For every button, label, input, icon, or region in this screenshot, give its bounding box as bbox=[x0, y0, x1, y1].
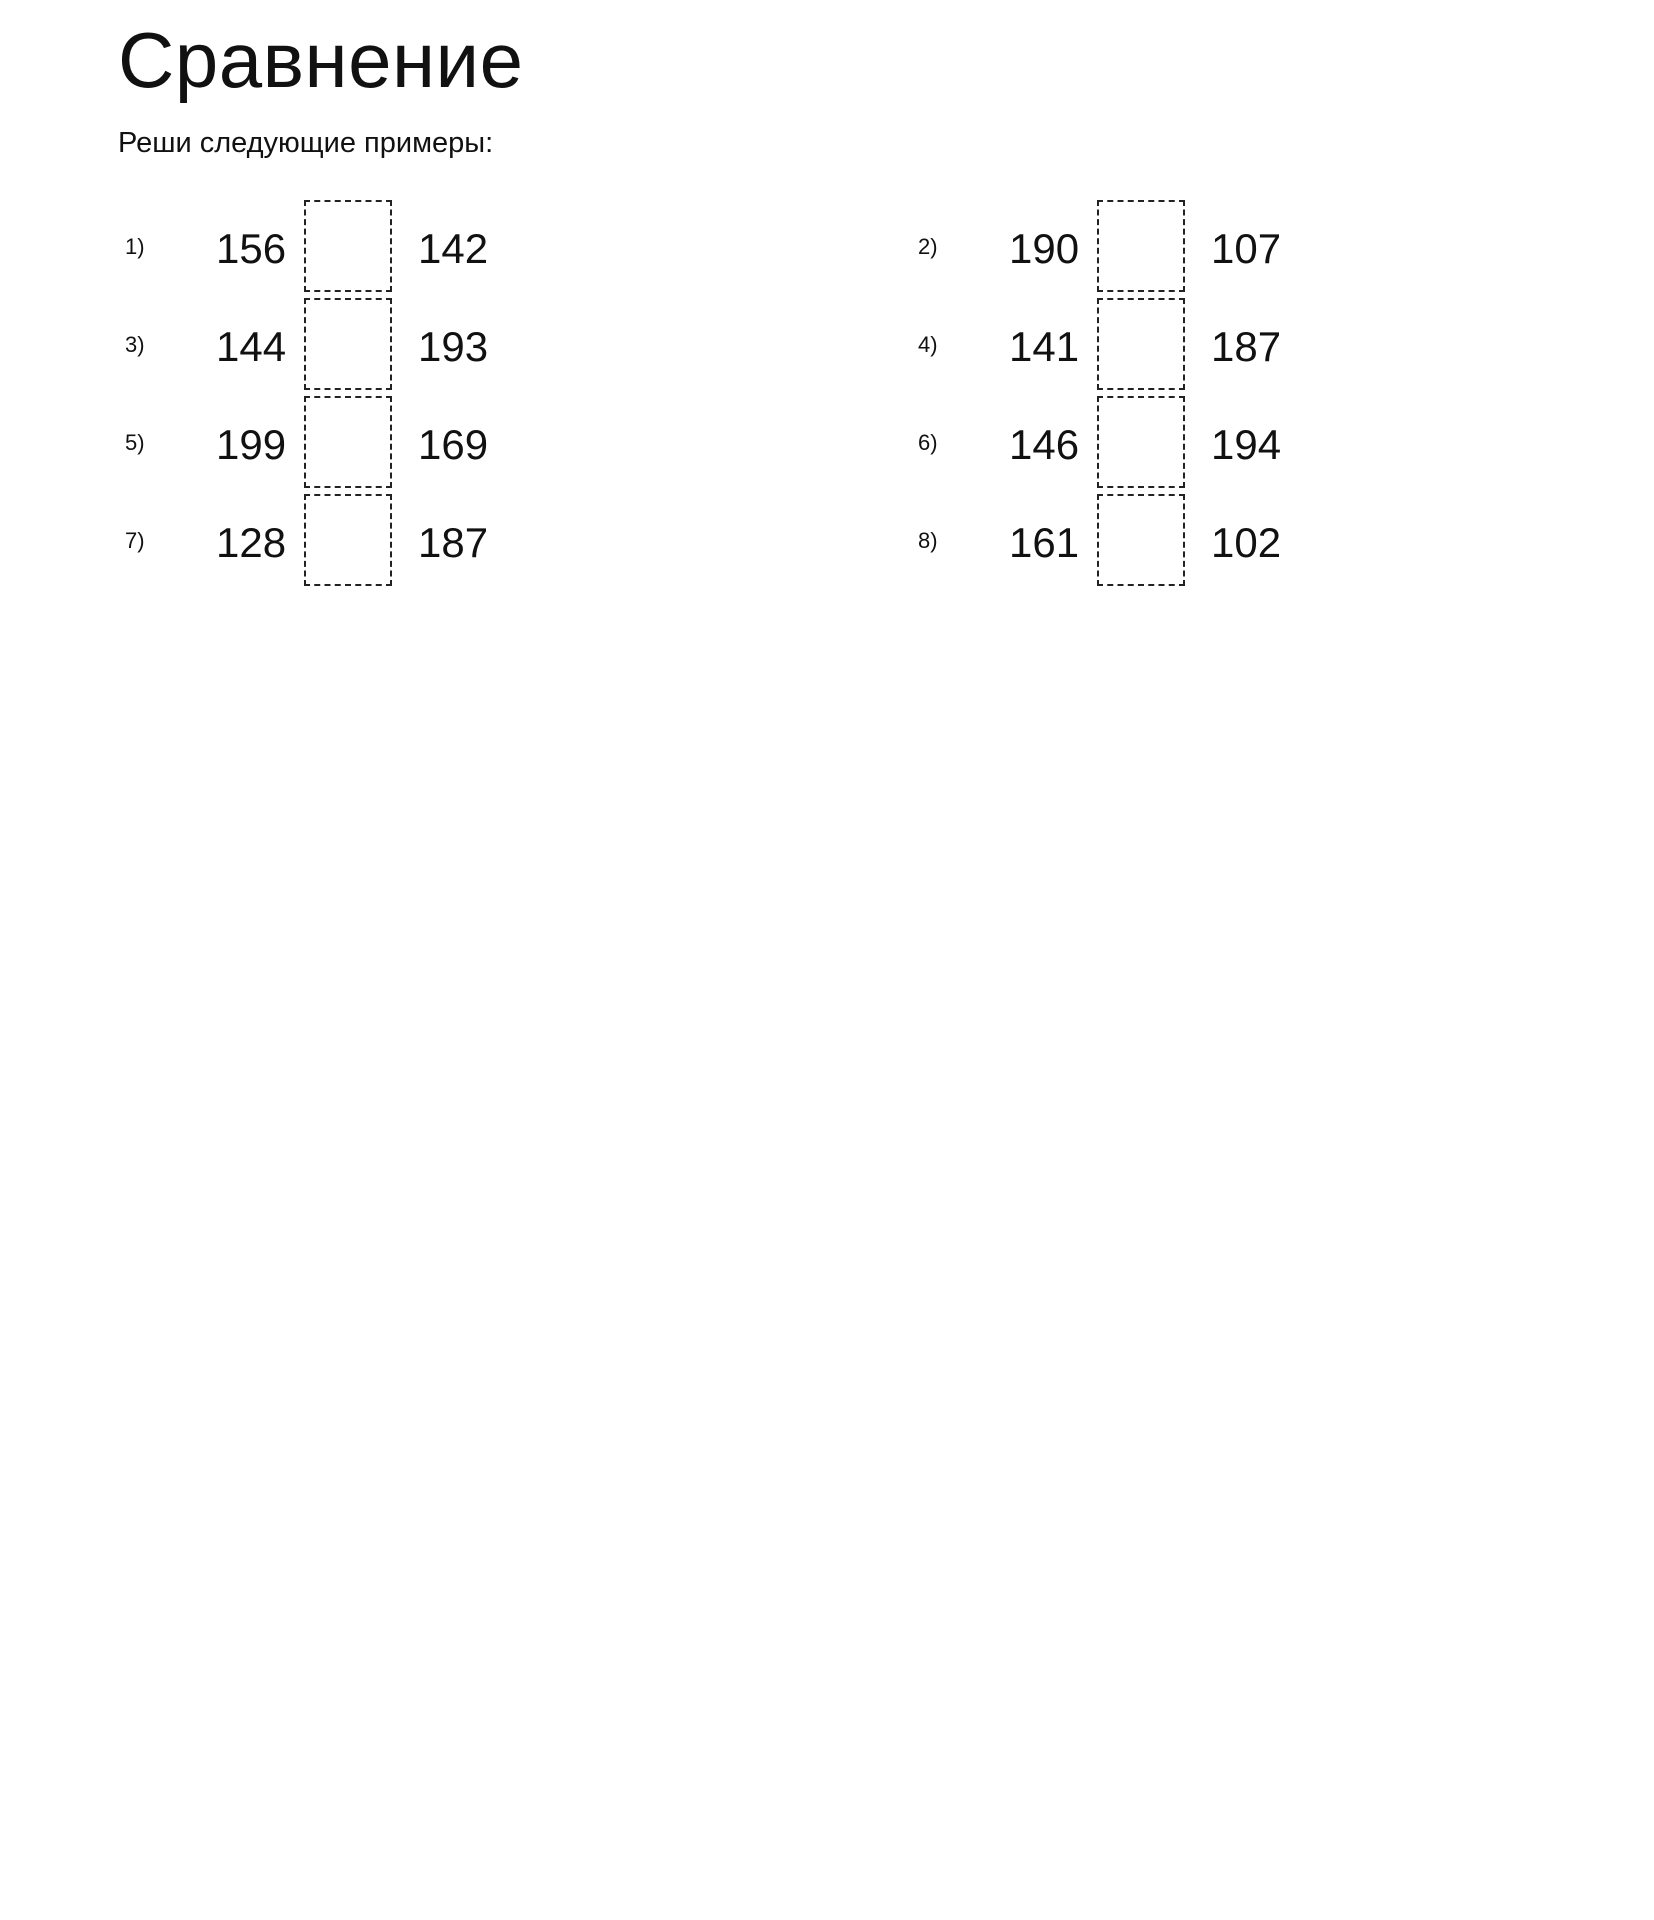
problem-item bbox=[118, 494, 538, 592]
problem-item bbox=[911, 298, 1331, 396]
problem-number: 2) bbox=[918, 234, 938, 259]
answer-box[interactable] bbox=[1097, 298, 1185, 390]
answer-box[interactable] bbox=[304, 200, 392, 292]
answer-box[interactable] bbox=[1097, 396, 1185, 488]
problem-item bbox=[118, 396, 538, 494]
right-value: 102 bbox=[1211, 519, 1282, 566]
left-value: 141 bbox=[1009, 323, 1080, 370]
right-value: 194 bbox=[1211, 421, 1282, 468]
right-value: 187 bbox=[1211, 323, 1282, 370]
right-value: 142 bbox=[418, 225, 489, 272]
left-value: 144 bbox=[216, 323, 287, 370]
problem-number: 1) bbox=[125, 234, 145, 259]
left-value: 161 bbox=[1009, 519, 1080, 566]
problem-number: 3) bbox=[125, 332, 145, 357]
answer-box[interactable] bbox=[304, 298, 392, 390]
answer-box[interactable] bbox=[304, 494, 392, 586]
right-value: 193 bbox=[418, 323, 489, 370]
problem-number: 8) bbox=[918, 528, 938, 553]
problem-item bbox=[911, 200, 1331, 298]
problems-column-right bbox=[911, 200, 1331, 592]
answer-box[interactable] bbox=[304, 396, 392, 488]
answer-box[interactable] bbox=[1097, 494, 1185, 586]
right-value: 107 bbox=[1211, 225, 1282, 272]
left-value: 156 bbox=[216, 225, 287, 272]
right-value: 187 bbox=[418, 519, 489, 566]
page-title: Сравнение bbox=[118, 16, 524, 104]
left-value: 190 bbox=[1009, 225, 1080, 272]
problem-item bbox=[911, 494, 1331, 592]
problem-item bbox=[118, 298, 538, 396]
right-value: 169 bbox=[418, 421, 489, 468]
problems-column-left bbox=[118, 200, 538, 592]
problem-number: 5) bbox=[125, 430, 145, 455]
problem-number: 4) bbox=[918, 332, 938, 357]
problem-number: 7) bbox=[125, 528, 145, 553]
problem-number: 6) bbox=[918, 430, 938, 455]
answer-box[interactable] bbox=[1097, 200, 1185, 292]
left-value: 146 bbox=[1009, 421, 1080, 468]
left-value: 128 bbox=[216, 519, 287, 566]
left-value: 199 bbox=[216, 421, 287, 468]
problem-item bbox=[118, 200, 538, 298]
problem-item bbox=[911, 396, 1331, 494]
instruction-text: Реши следующие примеры: bbox=[118, 127, 494, 159]
